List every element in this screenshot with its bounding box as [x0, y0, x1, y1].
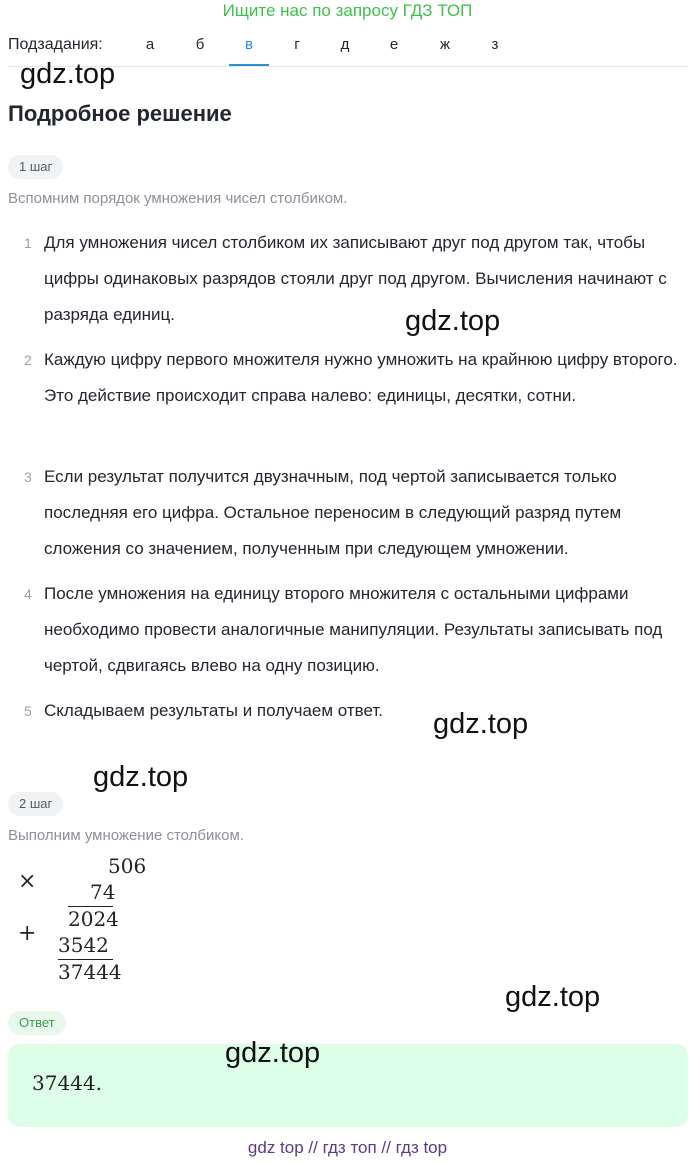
plus-sign: + [18, 921, 37, 946]
list-item-number: 4 [24, 586, 32, 602]
times-sign: × [18, 869, 37, 894]
multiplicand: 506 [108, 854, 147, 878]
step2-intro: Выполним умножение столбиком. [8, 827, 244, 844]
watermark: gdz.top [93, 761, 189, 793]
step-badge-2: 2 шаг [8, 792, 63, 816]
list-item-text: Для умножения чисел столбиком их записывают друг под другом так, чтобы цифры одинаковых разрядов стояли друг под другом. Вычисления начинают с разряда единиц. [44, 233, 667, 324]
page-title: Подробное решение [8, 101, 232, 126]
subtasks-label: Подзадания: [8, 36, 103, 53]
tab-g[interactable]: г [294, 36, 300, 53]
list-item-text: После умножения на единицу второго множителя с остальными цифрами необходимо провести аналогичные манипуляции. Результаты записывать под чертой, сдвигаясь влево на одну позицию. [44, 584, 663, 675]
partial-product-1: 2024 [68, 907, 119, 931]
answer-badge: Ответ [8, 1011, 66, 1035]
partial-product-2: 3542 [58, 933, 109, 957]
watermark: gdz.top [405, 305, 501, 337]
tab-a[interactable]: а [145, 36, 155, 53]
product-result: 37444 [58, 960, 122, 984]
watermark: gdz.top [433, 708, 529, 740]
footer-links: gdz top // гдз топ // гдз top [247, 1138, 448, 1157]
watermark: gdz.top [20, 58, 116, 90]
list-item-text: Складываем результаты и получаем ответ. [44, 701, 384, 720]
tab-e[interactable]: е [389, 36, 399, 53]
list-item-text: Каждую цифру первого множителя нужно умножить на крайнюю цифру второго. Это действие происходит справа налево: единицы, десятки, сотни. [44, 350, 678, 405]
watermark: gdz.top [225, 1037, 321, 1069]
answer-value: 37444. [32, 1071, 102, 1095]
list-item-number: 3 [24, 469, 32, 485]
search-banner: Ищите нас по запросу ГДЗ ТОП [222, 1, 473, 20]
tab-b[interactable]: б [195, 36, 205, 53]
list-item-number: 1 [24, 235, 32, 251]
tab-zh[interactable]: ж [439, 36, 451, 53]
multiplier: 74 [90, 880, 116, 904]
step1-intro: Вспомним порядок умножения чисел столбиком. [8, 190, 348, 207]
list-item-number: 2 [24, 352, 32, 368]
answer-box [8, 1044, 688, 1127]
tab-z[interactable]: з [491, 36, 499, 53]
tab-v[interactable]: в [229, 36, 269, 66]
watermark: gdz.top [505, 981, 601, 1013]
step-badge-1: 1 шаг [8, 155, 63, 179]
list-item-number: 5 [24, 703, 32, 719]
list-item-text: Если результат получится двузначным, под чертой записывается только последняя его цифра. Остальное переносим в следующий разряд путем сложения со значением, полученным при следующем умножении. [44, 467, 622, 558]
tab-d[interactable]: д [340, 36, 350, 53]
